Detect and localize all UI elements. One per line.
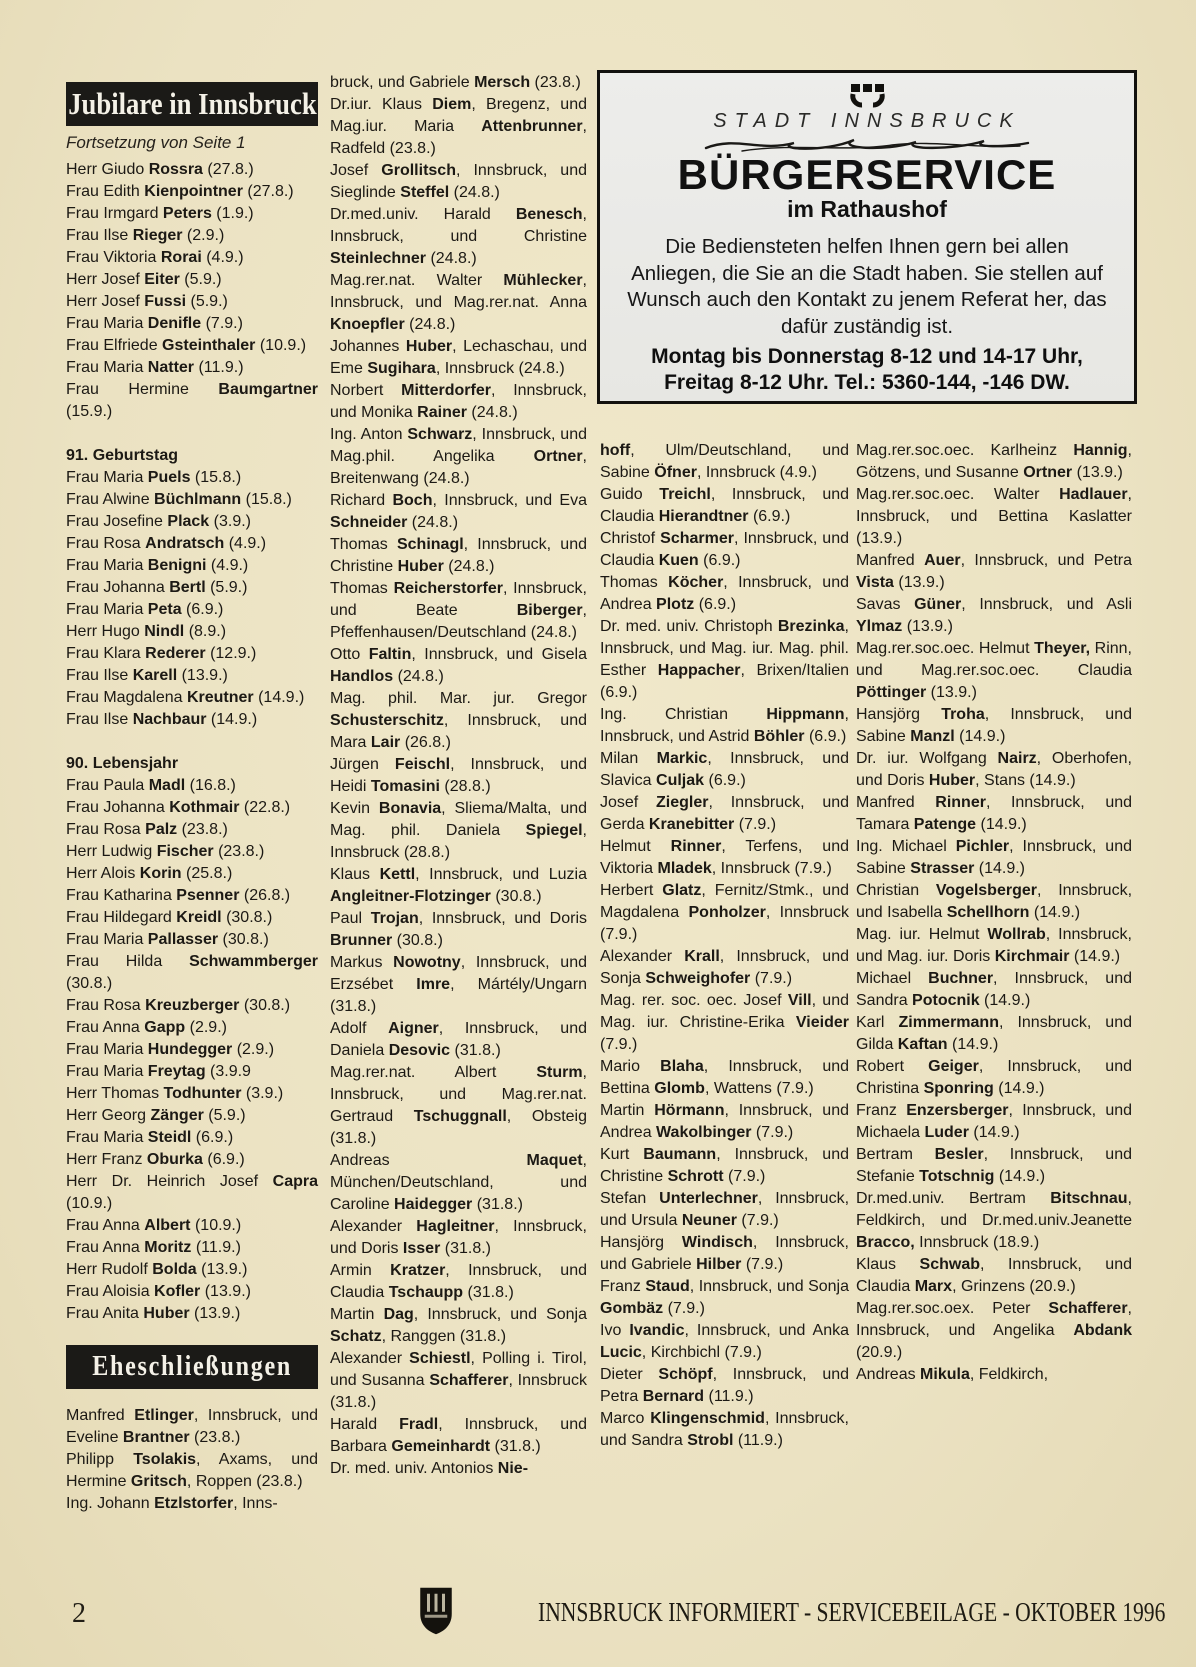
list-entry: Mag.rer.soc.oec. Karlheinz Hannig, Götzens, und Susanne Ortner (13.9.) — [856, 442, 1132, 481]
list-entry: Frau Maria Peta (6.9.) — [66, 601, 224, 618]
list-entry: Josef Grollitsch, Innsbruck, und Sieglinde Steffel (24.8.) — [330, 162, 587, 201]
list-entry: Frau Maria Benigni (4.9.) — [66, 557, 249, 574]
marriages-list-col2 — [330, 72, 587, 1480]
marriages-list-col1 — [66, 1405, 318, 1515]
list-entry: Dr.med.univ. Bertram Bitschnau, Feldkirch, und Dr.med.univ.Jeanette Bracco, Innsbruck (18.9.) — [856, 1190, 1132, 1251]
list-entry: Frau Anna Moritz (11.9.) — [66, 1239, 241, 1256]
list-entry: Marco Klingenschmid, Innsbruck, und Sandra Strobl (11.9.) — [600, 1410, 849, 1449]
jubilare-list-91 — [66, 467, 318, 731]
list-entry: Ing. Michael Pichler, Innsbruck, und Sabine Strasser (14.9.) — [856, 838, 1132, 877]
jubilare-list-continued — [66, 159, 318, 423]
jubilare-section-banner — [66, 82, 318, 126]
buergerservice-title: BÜRGERSERVICE — [677, 151, 1057, 198]
list-entry: Frau Anna Albert (10.9.) — [66, 1217, 242, 1234]
innsbruck-coat-of-arms-icon — [418, 1586, 454, 1636]
list-entry: Dr. med. univ. Christoph Brezinka, Innsbruck, und Mag. iur. Mag. phil. Esther Happacher, Brixen/Italien (6.9.) — [600, 618, 849, 701]
list-entry: Markus Nowotny, Innsbruck, und Erzsébet Imre, Mártély/Ungarn (31.8.) — [330, 954, 587, 1015]
list-entry: Dr.med.univ. Harald Benesch, Innsbruck, und Christine Steinlechner (24.8.) — [330, 206, 587, 267]
list-entry: Frau Viktoria Rorai (4.9.) — [66, 249, 244, 266]
list-entry: Mag. rer. soc. oec. Josef Vill, und Mag. iur. Christine-Erika Vieider (7.9.) — [600, 992, 849, 1053]
column-2 — [330, 72, 587, 1480]
list-entry: Karl Zimmermann, Innsbruck, und Gilda Kaftan (14.9.) — [856, 1014, 1132, 1053]
list-entry: Mag.rer.soc.oec. Walter Hadlauer, Innsbruck, und Bettina Kaslatter (13.9.) — [856, 486, 1132, 547]
list-entry: Klaus Schwab, Innsbruck, und Claudia Marx, Grinzens (20.9.) — [856, 1256, 1133, 1295]
list-entry: Norbert Mitterdorfer, Innsbruck, und Monika Rainer (24.8.) — [330, 382, 587, 421]
buergerservice-hours-line2: Freitag 8-12 Uhr. Tel.: 5360-144, -146 DW. — [664, 371, 1070, 394]
continuation-note: Fortsetzung von Seite 1 — [66, 133, 246, 152]
list-entry: Martin Dag, Innsbruck, und Sonja Schatz, Ranggen (31.8.) — [330, 1306, 587, 1345]
list-entry: Franz Enzersberger, Innsbruck, und Michaela Luder (14.9.) — [856, 1102, 1133, 1141]
list-entry: Herr Alois Korin (25.8.) — [66, 865, 233, 882]
list-entry: Frau Ilse Rieger (2.9.) — [66, 227, 225, 244]
list-entry: Guido Treichl, Innsbruck, und Claudia Hierandtner (6.9.) — [600, 486, 850, 525]
list-entry: Kurt Baumann, Innsbruck, und Christine Schrott (7.9.) — [600, 1146, 849, 1185]
buergerservice-box — [597, 70, 1137, 404]
list-entry: Frau Maria Freytag (3.9.9 — [66, 1063, 251, 1080]
list-entry: hoff, Ulm/Deutschland, und Sabine Öfner, Innsbruck (4.9.) — [600, 442, 849, 481]
list-entry: Frau Anita Huber (13.9.) — [66, 1305, 241, 1322]
list-entry: Savas Güner, Innsbruck, und Asli Ylmaz (13.9.) — [856, 596, 1132, 635]
buergerservice-subtitle: im Rathaushof — [787, 196, 947, 222]
column-3 — [600, 440, 849, 1452]
list-entry: Frau Ilse Nachbaur (14.9.) — [66, 711, 258, 728]
jubilare-banner-label: Jubilare in Innsbruck — [67, 86, 317, 121]
list-entry: Herr Thomas Todhunter (3.9.) — [66, 1085, 284, 1102]
list-entry: Ing. Johann Etzlstorfer, Inns- — [66, 1495, 278, 1512]
list-entry: Herbert Glatz, Fernitz/Stmk., und Magdalena Ponholzer, Innsbruck (7.9.) — [600, 882, 849, 943]
list-entry: Johannes Huber, Lechaschau, und Eme Sugihara, Innsbruck (24.8.) — [330, 338, 587, 377]
list-entry: Frau Klara Rederer (12.9.) — [66, 645, 257, 662]
list-entry: Thomas Köcher, Innsbruck, und Andrea Plotz (6.9.) — [600, 574, 849, 613]
list-entry: Alexander Schiestl, Polling i. Tirol, und Susanna Schafferer, Innsbruck (31.8.) — [330, 1350, 588, 1411]
list-entry: Thomas Reicherstorfer, Innsbruck, und Beate Biberger, Pfeffenhausen/Deutschland (24.8.) — [330, 580, 587, 641]
list-entry: Manfred Auer, Innsbruck, und Petra Vista (13.9.) — [856, 552, 1132, 591]
list-entry: Manfred Rinner, Innsbruck, und Tamara Patenge (14.9.) — [856, 794, 1133, 833]
list-entry: Herr Josef Fussi (5.9.) — [66, 293, 228, 310]
buergerservice-hours-line1: Montag bis Donnerstag 8-12 und 14-17 Uhr, — [651, 345, 1083, 368]
list-entry: Mario Blaha, Innsbruck, und Bettina Glomb, Wattens (7.9.) — [600, 1058, 850, 1097]
list-entry: Andreas Maquet, München/Deutschland, und Caroline Haidegger (31.8.) — [330, 1152, 587, 1213]
list-entry: Frau Maria Hundegger (2.9.) — [66, 1041, 275, 1058]
list-entry: Frau Hilda Schwammberger (30.8.) — [66, 953, 318, 992]
list-entry: Robert Geiger, Innsbruck, und Christina Sponring (14.9.) — [856, 1058, 1133, 1097]
list-entry: Alexander Hagleitner, Innsbruck, und Doris Isser (31.8.) — [330, 1218, 587, 1257]
column-1 — [66, 82, 318, 1515]
list-entry: Ing. Christian Hippmann, Innsbruck, und Astrid Böhler (6.9.) — [600, 706, 849, 745]
list-entry: Frau Josefine Plack (3.9.) — [66, 513, 251, 530]
list-entry: Alexander Krall, Innsbruck, und Sonja Schweighofer (7.9.) — [600, 948, 849, 987]
footer-publication-title: INNSBRUCK INFORMIERT - SERVICEBEILAGE - OKTOBER 1996 — [538, 1597, 1166, 1627]
list-entry: Mag.rer.soc.oex. Peter Schafferer, Innsbruck, und Angelika Abdank (20.9.) — [856, 1300, 1132, 1361]
list-entry: Milan Markic, Innsbruck, und Slavica Culjak (6.9.) — [600, 750, 849, 789]
list-entry: Frau Rosa Palz (23.8.) — [66, 821, 228, 838]
list-entry: Andreas Mikula, Feldkirch, — [856, 1366, 1049, 1383]
list-entry: Frau Maria Denifle (7.9.) — [66, 315, 243, 332]
list-entry: Manfred Etlinger, Innsbruck, und Eveline Brantner (23.8.) — [66, 1407, 319, 1446]
column-4 — [856, 440, 1132, 1386]
list-entry: Hansjörg Windisch, Innsbruck, und Gabriele Hilber (7.9.) — [600, 1234, 849, 1273]
list-entry: Herr Ludwig Fischer (23.8.) — [66, 843, 265, 860]
jubilare-list-90 — [66, 775, 318, 1325]
list-entry: Christian Vogelsberger, Innsbruck, und Isabella Schellhorn (14.9.) — [856, 882, 1133, 921]
list-entry: Thomas Schinagl, Innsbruck, und Christine Huber (24.8.) — [330, 536, 587, 575]
list-entry: Frau Katharina Psenner (26.8.) — [66, 887, 291, 904]
list-entry: Harald Fradl, Innsbruck, und Barbara Gemeinhardt (31.8.) — [330, 1416, 587, 1455]
list-entry: Frau Hermine Baumgartner (15.9.) — [66, 381, 318, 420]
list-entry: Michael Buchner, Innsbruck, und Sandra Potocnik (14.9.) — [856, 970, 1133, 1009]
list-entry: Herr Franz Oburka (6.9.) — [66, 1151, 245, 1168]
list-entry: Frau Paula Madl (16.8.) — [66, 777, 236, 794]
list-entry: Armin Kratzer, Innsbruck, und Claudia Tschaupp (31.8.) — [330, 1262, 587, 1301]
heading-90-lebensjahr: 90. Lebensjahr — [66, 755, 179, 772]
list-entry: Josef Ziegler, Innsbruck, und Gerda Kranebitter (7.9.) — [600, 794, 850, 833]
heading-91-geburtstag: 91. Geburtstag — [66, 447, 179, 464]
marriages-list-col4 — [856, 440, 1132, 1386]
list-entry: Jürgen Feischl, Innsbruck, und Heidi Tomasini (28.8.) — [330, 756, 587, 795]
list-entry: Helmut Rinner, Terfens, und Viktoria Mladek, Innsbruck (7.9.) — [600, 838, 849, 877]
list-entry: Mag. iur. Helmut Wollrab, Innsbruck, und Mag. iur. Doris Kirchmair (14.9.) — [856, 926, 1132, 965]
stadt-innsbruck-brand: STADT INNSBRUCK — [713, 110, 1021, 132]
list-entry: Frau Johanna Kothmair (22.8.) — [66, 799, 291, 816]
list-entry: Frau Maria Pallasser (30.8.) — [66, 931, 269, 948]
list-entry: Paul Trojan, Innsbruck, und Doris Brunner (30.8.) — [330, 910, 588, 949]
list-entry: Richard Boch, Innsbruck, und Eva Schneider (24.8.) — [330, 492, 587, 531]
list-entry: Frau Edith Kienpointner (27.8.) — [66, 183, 294, 200]
list-entry: Frau Magdalena Kreutner (14.9.) — [66, 689, 305, 706]
list-entry: Ing. Anton Schwarz, Innsbruck, und Mag.phil. Angelika Ortner, Breitenwang (24.8.) — [330, 426, 587, 487]
buergerservice-hours — [626, 344, 1108, 396]
eheschliessungen-banner-label: Eheschließungen — [92, 1351, 292, 1382]
list-entry: Mag.rer.soc.oec. Helmut Theyer, Rinn, und Mag.rer.soc.oec. Claudia Pöttinger (13.9.) — [856, 640, 1132, 701]
marriages-list-col3 — [600, 440, 849, 1452]
list-entry: Frau Aloisia Kofler (13.9.) — [66, 1283, 251, 1300]
list-entry: Frau Maria Steidl (6.9.) — [66, 1129, 234, 1146]
list-entry: Herr Hugo Nindl (8.9.) — [66, 623, 227, 640]
list-entry: Frau Alwine Büchlmann (15.8.) — [66, 491, 292, 508]
list-entry: Dr. med. univ. Antonios Nie- — [330, 1460, 529, 1477]
list-entry: Frau Rosa Andratsch (4.9.) — [66, 535, 267, 552]
footer-page-number: 2 — [72, 1598, 86, 1629]
list-entry: Frau Ilse Karell (13.9.) — [66, 667, 228, 684]
eheschliessungen-section-banner — [66, 1345, 318, 1389]
list-entry: Philipp Tsolakis, Axams, und Hermine Gritsch, Roppen (23.8.) — [66, 1451, 318, 1490]
list-entry: Frau Irmgard Peters (1.9.) — [66, 205, 254, 222]
stadt-innsbruck-crown-icon — [845, 84, 889, 109]
list-entry: Otto Faltin, Innsbruck, und Gisela Handlos (24.8.) — [330, 646, 587, 685]
list-entry: Dr. iur. Wolfgang Nairz, Oberhofen, und Doris Huber, Stans (14.9.) — [856, 750, 1132, 789]
list-entry: Frau Johanna Bertl (5.9.) — [66, 579, 248, 596]
list-entry: Bertram Besler, Innsbruck, und Stefanie Totschnig (14.9.) — [856, 1146, 1132, 1185]
list-entry: Adolf Aigner, Innsbruck, und Daniela Desovic (31.8.) — [330, 1020, 587, 1059]
list-entry: Frau Rosa Kreuzberger (30.8.) — [66, 997, 291, 1014]
list-entry: Dieter Schöpf, Innsbruck, und Petra Bernard (11.9.) — [600, 1366, 850, 1405]
list-entry: Mag.rer.nat. Walter Mühlecker, Innsbruck, und Mag.rer.nat. Anna Knoepfler (24.8.) — [330, 272, 587, 333]
list-entry: Herr Rudolf Bolda (13.9.) — [66, 1261, 248, 1278]
list-entry: bruck, und Gabriele Mersch (23.8.) — [330, 74, 581, 91]
list-entry: Frau Hildegard Kreidl (30.8.) — [66, 909, 273, 926]
list-entry: Frau Maria Puels (15.8.) — [66, 469, 242, 486]
list-entry: Herr Josef Eiter (5.9.) — [66, 271, 222, 288]
list-entry: Dr.iur. Klaus Diem, Bregenz, und Mag.iur. Maria Attenbrunner, Radfeld (23.8.) — [330, 96, 587, 157]
list-entry: Klaus Kettl, Innsbruck, und Luzia Angleitner-Flotzinger (30.8.) — [330, 866, 587, 905]
list-entry: Mag.rer.nat. Albert Sturm, Innsbruck, und Mag.rer.nat. Gertraud Tschuggnall, Obsteig (31.8.) — [330, 1064, 587, 1147]
list-entry: Kevin Bonavia, Sliema/Malta, und Mag. phil. Daniela Spiegel, Innsbruck (28.8.) — [330, 800, 588, 861]
list-entry: Stefan Unterlechner, Innsbruck, und Ursula Neuner (7.9.) — [600, 1190, 850, 1229]
list-entry: Frau Elfriede Gsteinthaler (10.9.) — [66, 337, 307, 354]
list-entry: Hansjörg Troha, Innsbruck, und Sabine Manzl (14.9.) — [856, 706, 1132, 745]
list-entry: Frau Maria Natter (11.9.) — [66, 359, 244, 376]
list-entry: Ivo Ivandic, Innsbruck, und Anka Lucic, Kirchbichl (7.9.) — [600, 1322, 849, 1361]
list-entry: Herr Giudo Rossra (27.8.) — [66, 161, 254, 178]
list-entry: Frau Anna Gapp (2.9.) — [66, 1019, 227, 1036]
list-entry: Herr Georg Zänger (5.9.) — [66, 1107, 246, 1124]
list-entry: Herr Dr. Heinrich Josef Capra (10.9.) — [66, 1173, 318, 1212]
list-entry: Christof Scharmer, Innsbruck, und Claudia Kuen (6.9.) — [600, 530, 849, 569]
list-entry: Franz Staud, Innsbruck, und Sonja Gombäz (7.9.) — [600, 1278, 850, 1317]
list-entry: Mag. phil. Mar. jur. Gregor Schusterschitz, Innsbruck, und Mara Lair (26.8.) — [330, 690, 587, 751]
list-entry: Martin Hörmann, Innsbruck, und Andrea Wakolbinger (7.9.) — [600, 1102, 850, 1141]
buergerservice-body: Die Bediensteten helfen Ihnen gern bei allen Anliegen, die Sie an die Stadt haben. Sie stellen auf Wunsch auch den Kontakt zu jenem Referat her, das dafür zuständig ist. — [627, 235, 1107, 338]
